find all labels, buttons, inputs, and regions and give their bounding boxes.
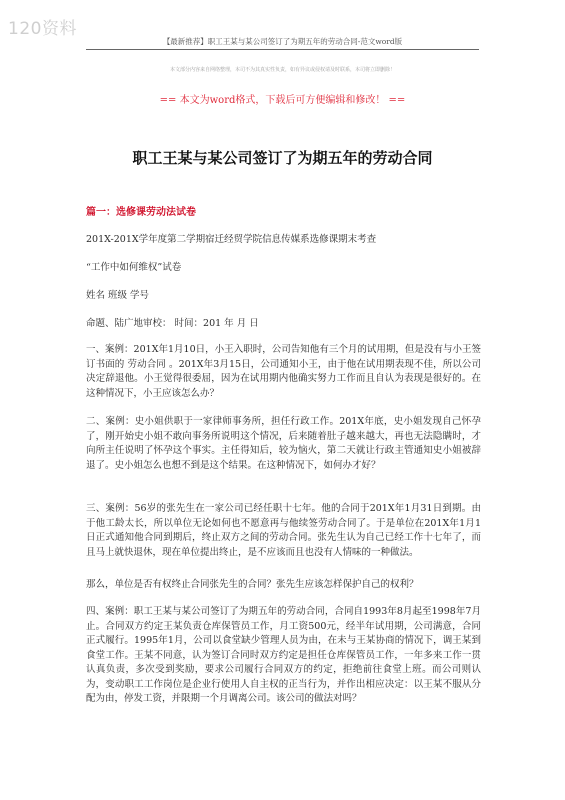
case-paragraph-3: 三、案例：56岁的张先生在一家公司已经任职十七年。他的合同于201X年1月31日到期。由于他工龄太长，所以单位无论如何也不愿意再与他续签劳动合同了。于是单位在201X年1月1日正式通知他合同到期后，终止双方之间的劳动合同。张先生认为自己已经工作十七年了，而且马上就快退休，现在单位提出终止，是不应该而且也没有人情味的一种做法。 — [86, 503, 481, 558]
exam-subtitle-line: “工作中如何维权”试卷 — [86, 262, 182, 273]
watermark-logo: 120资料 — [8, 19, 77, 39]
reviewer-date-line: 命题、陆广地审校： 时间：201 年 月 日 — [86, 318, 259, 329]
document-title: 职工王某与某公司签订了为期五年的劳动合同 — [132, 149, 433, 167]
case-paragraph-2: 二、案例：史小姐供职于一家律师事务所，担任行政工作。201X年底，史小姐发现自己怀孕了，刚开始史小姐不敢向事务所说明这个情况，后来随着肚子越来越大，再也无法隐瞒时，才向所主任说明了怀孕这个事实。主任得知后，较为恼火，第二天就让行政主管通知史小姐被辞退了。史小姐怎么也想不到是这个结果。在这种情况下，如何办才好？ — [86, 416, 481, 471]
student-info-line: 姓名 班级 学号 — [86, 290, 150, 301]
header-divider — [86, 49, 479, 50]
case-question-line: 那么，单位是否有权终止合同张先生的合同？张先生应该怎样保护自己的权利？ — [86, 579, 419, 590]
case-paragraph-1: 一、案例：201X年1月10日，小王入职时，公司告知他有三个月的试用期，但是没有与小王签订书面的 劳动合同 。201X年3月15日，公司通知小王，由于他在试用期表现不佳，所以公司决定辞退他。小王觉得很委屈，因为在试用期内他确实努力工作而且自认为表现是很好的。在这种情况下，小王应该怎么办？ — [86, 344, 481, 399]
header-title: 【最新推荐】职工王某与某公司签订了为期五年的劳动合同-范文word版 — [162, 37, 403, 46]
case-paragraph-4: 四、案例：职工王某与某公司签订了为期五年的劳动合同，合同自1993年8月起至1998年7月止。合同双方约定王某负责仓库保管员工作，月工资500元，经半年试用期，公司满意，合同正式履行。1995年1月，公司以食堂缺少管理人员为由，在未与王某协商的情况下，调王某到食堂工作。王某不同意，认为签订合同时双方约定是担任仓库保管员工作，一年多来工作一贯认真负责，多次受到奖励，要求公司履行合同双方的约定，拒绝前往食堂上班。而公司则认为，变动职工工作岗位是企业行使用人自主权的正当行为，并作出相应决定：以王某不服从分配为由，停发工资，并限期一个月调离公司。该公司的做法对吗？ — [86, 606, 481, 704]
word-format-notice: == 本文为word格式，下载后可方便编辑和修改！ == — [159, 95, 406, 106]
disclaimer-text: 本文部分内容来自网络整理，本司不为其真实性负责，如有异议或侵权请及时联系，本司将立即删除！ — [169, 67, 395, 73]
exam-header-line: 201X-201X学年度第二学期宿迁经贸学院信息传媒系选修课期末考查 — [86, 234, 377, 245]
section-heading: 篇一：选修课劳动法试卷 — [86, 207, 196, 218]
